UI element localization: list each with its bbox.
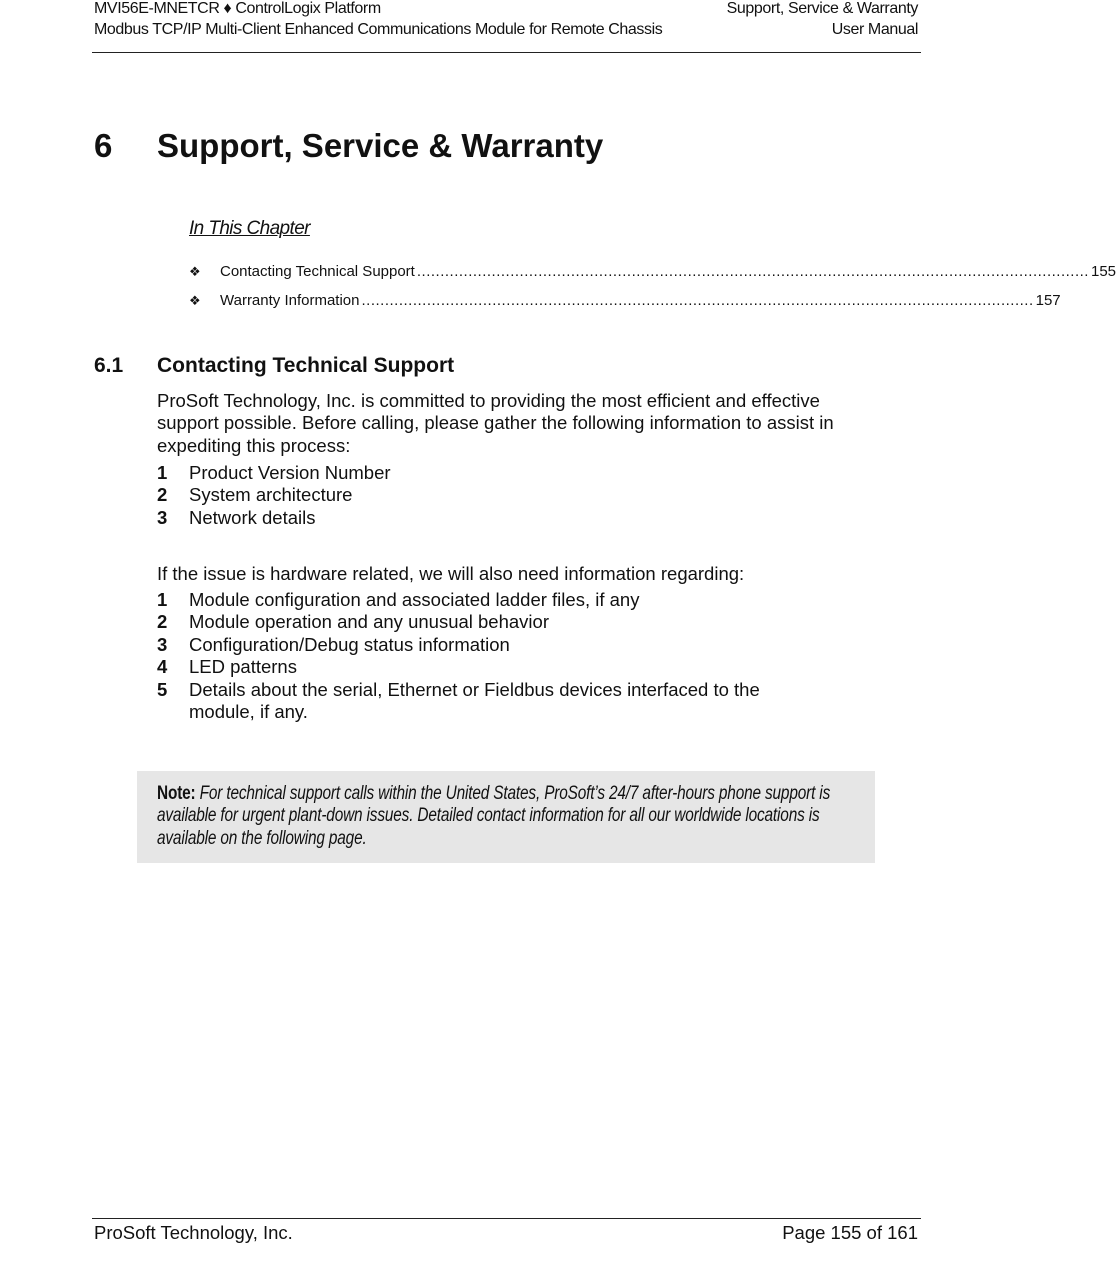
hardware-intro-paragraph: If the issue is hardware related, we will also need information regarding: xyxy=(157,563,745,584)
list-item-number: 3 xyxy=(157,633,168,655)
note-text-block xyxy=(157,783,854,850)
section-number: 6.1 xyxy=(94,354,124,377)
toc-leader-dots: ................................................................................................................................................ xyxy=(361,292,1034,309)
header-rule xyxy=(92,52,921,53)
list-item-text: Configuration/Debug status information xyxy=(189,633,510,655)
diamond-bullet-icon: ❖ xyxy=(189,293,201,308)
header-product-line: MVI56E-MNETCR ♦ ControlLogix Platform xyxy=(94,0,381,17)
header-doc-type: User Manual xyxy=(831,21,918,38)
footer-company: ProSoft Technology, Inc. xyxy=(94,1222,293,1243)
list-item-text: System architecture xyxy=(189,484,353,506)
info-checklist xyxy=(157,462,817,529)
list-item-number: 2 xyxy=(157,611,168,633)
toc-entry-technical-support[interactable] xyxy=(189,263,1116,283)
note-body: For technical support calls within the United States, ProSoft’s 24/7 after-hours phone support is available for urgent plant-down issues. Detailed contact information for all our worldwide locations is available on the following page. xyxy=(157,783,831,849)
list-item-number: 5 xyxy=(157,678,168,700)
note-box xyxy=(137,771,875,863)
list-item xyxy=(157,462,817,484)
footer-page-number: Page 155 of 161 xyxy=(782,1222,918,1243)
toc-leader-dots: ................................................................................................................................................ xyxy=(416,263,1089,280)
toc-entry-label[interactable]: Warranty Information xyxy=(220,292,360,309)
list-item-number: 1 xyxy=(157,462,168,483)
list-item-text: Module operation and any unusual behavior xyxy=(189,611,549,633)
header-module-line: Modbus TCP/IP Multi-Client Enhanced Communications Module for Remote Chassis xyxy=(94,21,663,38)
list-item-text: Module configuration and associated ladder files, if any xyxy=(189,589,640,610)
list-item-text: LED patterns xyxy=(189,656,297,678)
hardware-checklist xyxy=(157,589,817,723)
toc-entry-warranty[interactable] xyxy=(189,292,1061,312)
list-item xyxy=(157,484,817,506)
list-item xyxy=(157,679,817,724)
list-item-number: 2 xyxy=(157,484,168,506)
list-item-number: 1 xyxy=(157,589,168,610)
list-item xyxy=(157,611,817,633)
list-item xyxy=(157,656,817,678)
list-item-text: Details about the serial, Ethernet or Fieldbus devices interfaced to the module, if any. xyxy=(189,678,760,723)
in-this-chapter-heading: In This Chapter xyxy=(189,218,310,239)
footer-rule xyxy=(92,1218,921,1219)
diamond-bullet-icon: ❖ xyxy=(189,264,201,279)
list-item-number: 4 xyxy=(157,656,168,678)
header-chapter-name: Support, Service & Warranty xyxy=(726,0,918,17)
chapter-title: Support, Service & Warranty xyxy=(157,127,604,164)
list-item xyxy=(157,507,817,529)
list-item-text: Network details xyxy=(189,506,316,528)
list-item xyxy=(157,634,817,656)
section-intro-paragraph: ProSoft Technology, Inc. is committed to providing the most efficient and effective support possible. Before calling, please gather the following information to assist in expediting this process: xyxy=(157,390,834,456)
toc-entry-page[interactable]: 157 xyxy=(1035,292,1061,309)
chapter-number: 6 xyxy=(94,127,113,164)
list-item xyxy=(157,589,817,611)
note-label: Note: xyxy=(157,783,196,804)
toc-entry-label[interactable]: Contacting Technical Support xyxy=(220,263,415,280)
list-item-text: Product Version Number xyxy=(189,462,391,483)
toc-entry-page[interactable]: 155 xyxy=(1090,263,1116,280)
section-title: Contacting Technical Support xyxy=(157,354,455,377)
list-item-number: 3 xyxy=(157,506,168,528)
